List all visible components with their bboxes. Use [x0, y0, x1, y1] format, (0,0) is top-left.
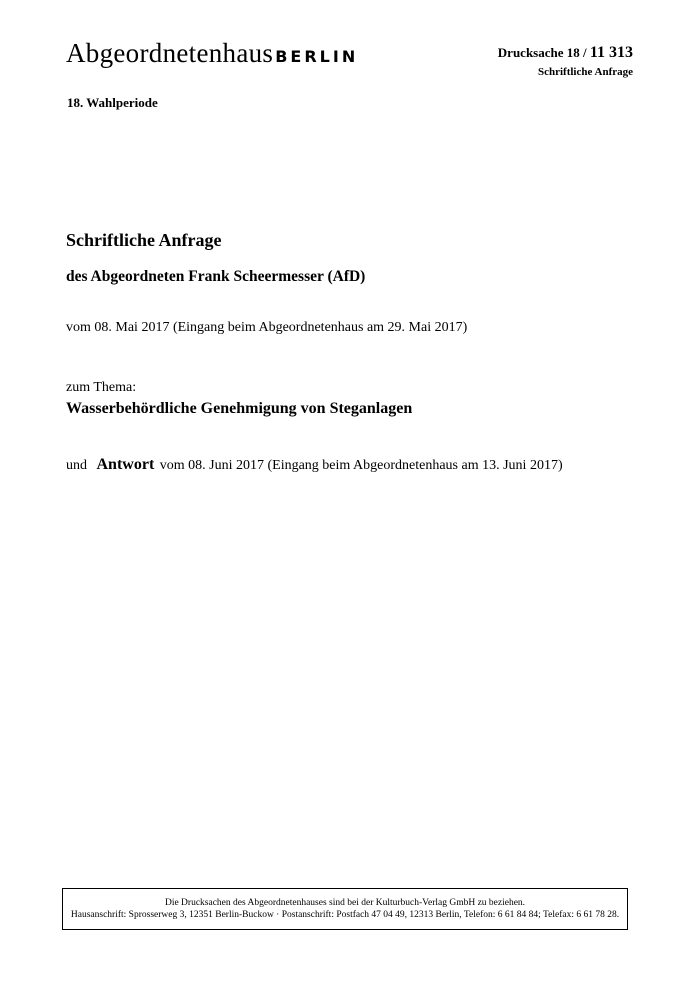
topic-label: zum Thema: — [66, 380, 137, 395]
logo-main-text: Abgeordnetenhaus — [66, 38, 274, 68]
inquiry-date-line: vom 08. Mai 2017 (Eingang beim Abgeordnetenhaus am 29. Mai 2017) — [66, 320, 468, 335]
footer-line-2: Hausanschrift: Sprosserweg 3, 12351 Berlin-Buckow · Postanschrift: Postfach 47 04 49, 12313 Berlin, Telefon: 6 61 84 84; Telefax: 6 61 78 28. — [70, 910, 620, 920]
answer-date: vom 08. Juni 2017 (Eingang beim Abgeordnetenhaus am 13. Juni 2017) — [159, 458, 563, 473]
footer-box — [62, 888, 628, 930]
answer-word: Antwort — [96, 456, 155, 473]
author-line: des Abgeordneten Frank Scheermesser (AfD) — [66, 268, 366, 285]
footer-line-1: Die Drucksachen des Abgeordnetenhauses sind bei der Kulturbuch-Verlag GmbH zu beziehen. — [164, 898, 526, 908]
logo-city-text: BERLIN — [275, 47, 359, 66]
drucksache-label: Drucksache 18 / — [497, 45, 587, 60]
drucksache-block — [498, 44, 633, 78]
answer-line — [66, 456, 563, 474]
topic-title: Wasserbehördliche Genehmigung von Steganlagen — [66, 400, 413, 417]
answer-prefix: und — [66, 458, 87, 473]
drucksache-number-line — [498, 44, 633, 62]
parliament-logo — [66, 38, 358, 69]
drucksache-number: 11 313 — [589, 44, 633, 61]
document-title: Schriftliche Anfrage — [66, 230, 222, 250]
document-type: Schriftliche Anfrage — [537, 66, 633, 78]
electoral-period: 18. Wahlperiode — [67, 95, 158, 110]
